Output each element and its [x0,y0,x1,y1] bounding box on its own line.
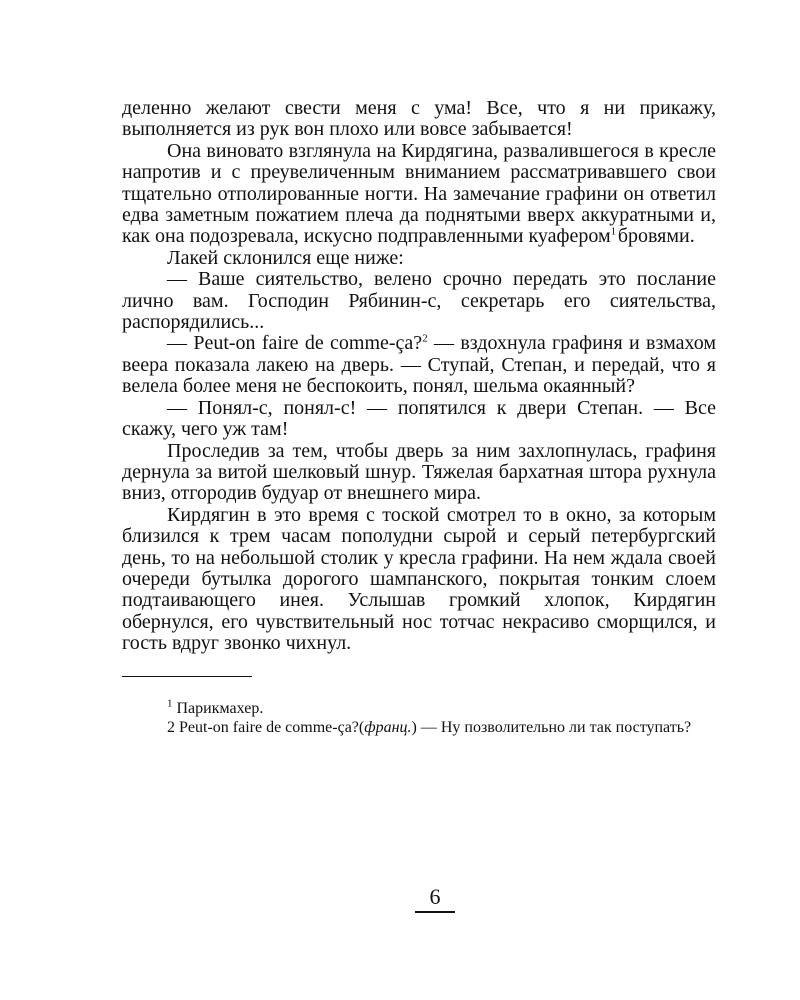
footnote [122,699,716,718]
footnote-text: ) — Ну позволительно ли так поступать? [411,718,692,736]
footnotes [122,699,716,737]
paragraph: — Ваше сиятельство, велено срочно передать это послание лично вам. Господин Рябинин-с, секретарь его сиятельства, распорядились... [122,268,716,334]
paragraph [122,333,716,397]
body-text [122,98,716,655]
footnote-mark: 1 [610,225,617,238]
footnote-number: 2 [167,718,175,736]
footnote-text: Парикмахер. [176,699,264,717]
paragraph: Кирдягин в это время с тоской смотрел то в окно, за которым близился к трем часам пополудни сырой и серый петербургский день, то на небольшой столик у кресла графини. На нем ждала своей очереди бутылка дорогого шампанского, покрытая тонким слоем подтаивающего инея. Услышав громкий хлопок, Кирдягин обернулся, его чувствительный нос тотчас некрасиво сморщился, и гость вдруг звонко чихнул. [122,503,716,655]
footnote-language: франц. [364,718,412,736]
paragraph: Проследив за тем, чтобы дверь за ним захлопнулась, графиня дернула за витой шелковый шнур. Тяжелая бархатная штора рухнула вниз, отгородив будуар от внешнего мира. [122,439,716,505]
footnote-mark: 2 [422,332,428,345]
footnote-text: Peut-on faire de comme-ça?( [179,718,365,736]
footnote-divider [122,676,252,677]
paragraph-text: бровями. [617,225,695,248]
footnote-number: 1 [167,697,173,710]
paragraph: Лакей склонился еще ниже: [167,246,404,269]
page-number: 6 [415,884,455,913]
paragraph-text: — Peut-on faire de comme-ça? [167,332,423,355]
footnote [122,718,716,737]
book-page [122,98,716,737]
paragraph-text: — вздохнула графиня и взмахом веера показала лакею на дверь. — Ступай, Степан, и передай, что я велела более меня не беспокоить, понял, шельма окаянный? [122,332,716,398]
paragraph-text: Она виновато взглянула на Кирдягина, развалившегося в кресле напротив и с преувеличенным вниманием рассматривавшего свои тщательно отполированные ногти. На замечание графини он ответил едва заметным пожатием плеча да поднятыми вверх аккуратными и, как она подозревала, искусно подправленными куафером [122,139,716,248]
paragraph: деленно желают свести меня с ума! Все, что я ни прикажу, выполняется из рук вон плохо или вовсе забывается! [122,97,716,141]
paragraph [122,141,716,248]
paragraph: — Понял-с, понял-с! — попятился к двери Степан. — Все скажу, чего уж там! [122,396,716,441]
